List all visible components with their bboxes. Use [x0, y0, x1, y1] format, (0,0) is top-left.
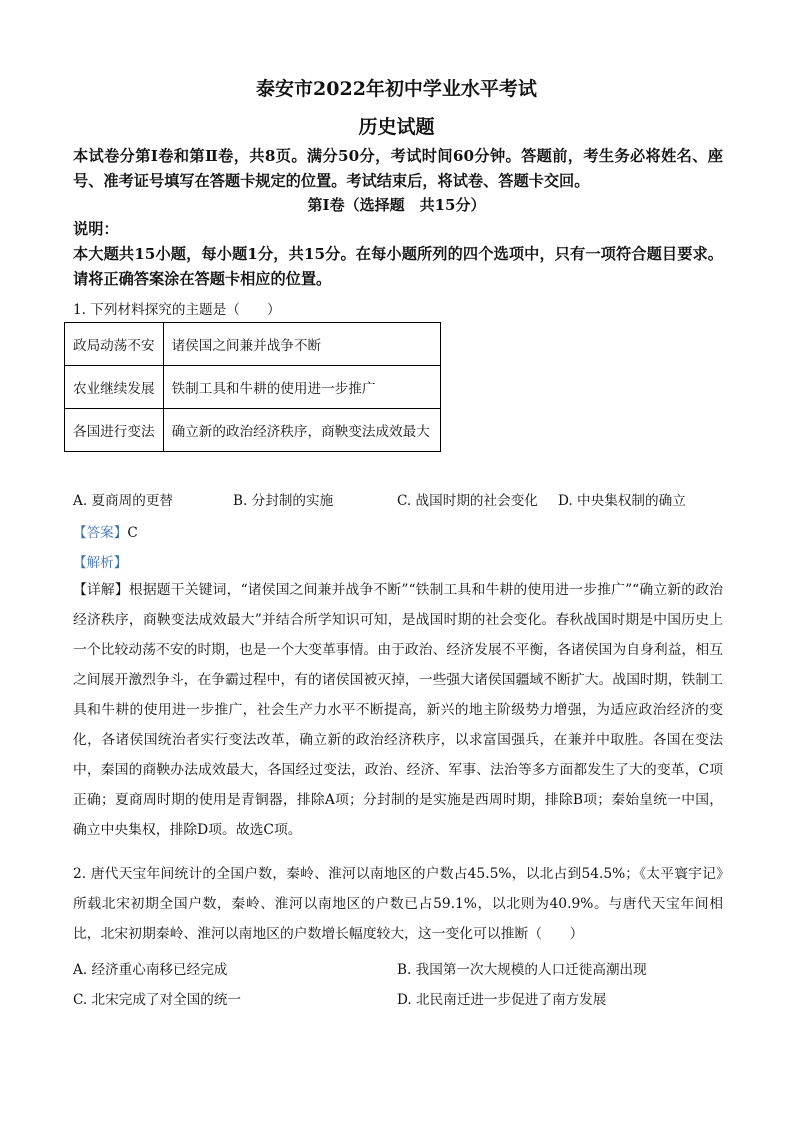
q1-option-c: C. 战国时期的社会变化	[397, 493, 538, 509]
table-row	[65, 323, 441, 366]
q2-stem: 2. 唐代天宝年间统计的全国户数，秦岭、淮河以南地区的户数占45.5%，以北占到54.5%；《太平寰宇记》所载北宋初期全国户数，秦岭、淮河以南地区的户数已占59.1%，以北则为40.9%。与唐代天宝年间相比，北宋初期秦岭、淮河以南地区的户数增长幅度较大，这一变化可以推断（ ）	[73, 866, 723, 942]
q1-option-d: D. 中央集权制的确立	[558, 493, 686, 509]
q1-option-b: B. 分封制的实施	[233, 493, 334, 509]
exam-subtitle: 历史试题	[358, 116, 435, 138]
answer-value: C	[127, 525, 138, 541]
q2-option-a: A. 经济重心南移已经完成	[73, 962, 228, 978]
q1-stem: 1. 下列材料探究的主题是（ ）	[73, 302, 281, 318]
q1-option-a: A. 夏商周的更替	[73, 493, 174, 509]
q1-answer	[73, 521, 138, 541]
analysis-label: 【解析】	[73, 555, 128, 571]
answer-label: 【答案】	[73, 525, 128, 541]
table-cell: 铁制工具和牛耕的使用进一步推广	[163, 366, 440, 409]
exam-title: 泰安市2022年初中学业水平考试	[256, 78, 537, 100]
section-title: 第Ⅰ卷（选择题 共15分）	[307, 196, 486, 214]
note-text: 本大题共15小题，每小题1分，共15分。在每小题所列的四个选项中，只有一项符合题目要求。请将正确答案涂在答题卡相应的位置。	[73, 245, 723, 288]
detail-text: 根据题干关键词，“诸侯国之间兼并战争不断”“铁制工具和牛耕的使用进一步推广”“确立新的政治经济秩序，商鞅变法成效最大”并结合所学知识可知，是战国时期的社会变化。春秋战国时期是中国历史上一个比较动荡不安的时期，也是一个大变革事情。由于政治、经济发展不平衡，各诸侯国为自身利益，相互之间展开激烈争斗，在争霸过程中，有的诸侯国被灭掉，一些强大诸侯国疆域不断扩大。战国时期，铁制工具和牛耕的使用进一步推广，社会生产力水平不断提高，新兴的地主阶级势力增强，为适应政治经济的变化，各诸侯国统治者实行变法改革，确立新的政治经济秩序，以求富国强兵，在兼并中取胜。各国在变法中，秦国的商鞅办法成效最大，各国经过变法，政治、经济、军事、法治等多方面都发生了大的变革，C项正确；夏商周时期的使用是青铜器，排除A项；分封制的是实施是西周时期，排除B项；秦始皇统一中国，确立中央集权，排除D项。故选C项。	[73, 582, 724, 838]
table-cell: 农业继续发展	[65, 366, 164, 409]
table-cell: 诸侯国之间兼并战争不断	[163, 323, 440, 366]
note-label: 说明：	[73, 220, 119, 238]
q2-option-b: B. 我国第一次大规模的人口迁徙高潮出现	[397, 962, 647, 978]
q1-detail	[73, 575, 723, 845]
table-row	[65, 366, 441, 409]
detail-label: 【详解】	[73, 582, 129, 598]
table-cell: 确立新的政治经济秩序，商鞅变法成效最大	[163, 409, 440, 452]
table-row	[65, 409, 441, 452]
q2-option-c: C. 北宋完成了对全国的统一	[73, 992, 242, 1008]
table-cell: 各国进行变法	[65, 409, 164, 452]
q1-material-table	[64, 322, 441, 452]
intro-text: 本试卷分第Ⅰ卷和第Ⅱ卷，共8页。满分50分，考试时间60分钟。答题前，考生务必将姓名、座号、准考证号填写在答题卡规定的位置。考试结束后，将试卷、答题卡交回。	[73, 147, 723, 190]
q2-option-d: D. 北民南迁进一步促进了南方发展	[397, 992, 607, 1008]
table-cell: 政局动荡不安	[65, 323, 164, 366]
